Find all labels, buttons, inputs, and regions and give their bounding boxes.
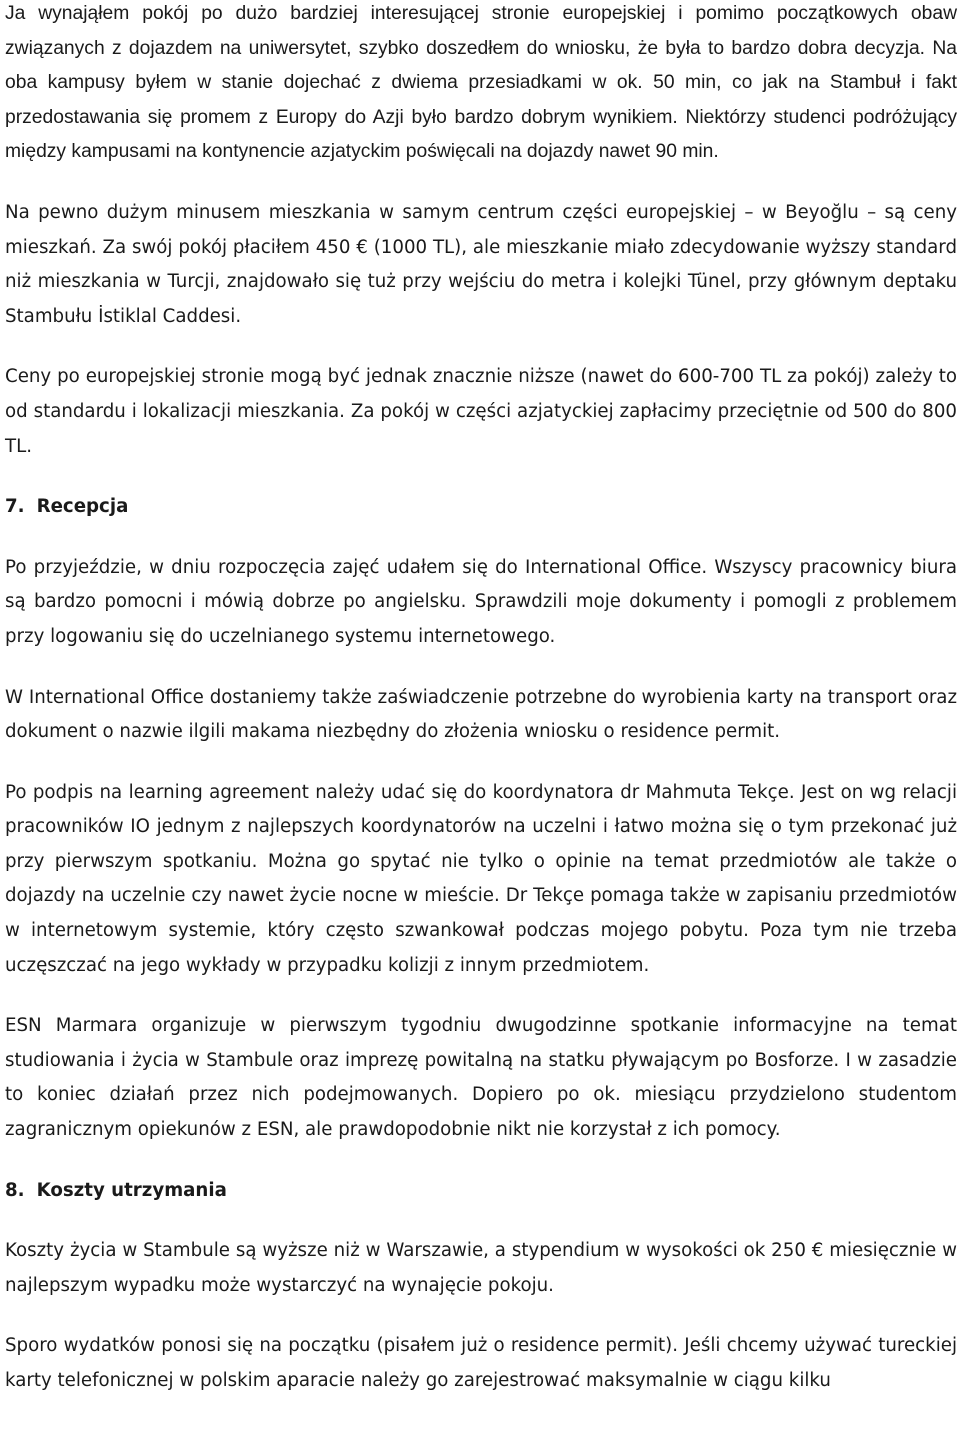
paragraph-gap: [5, 1303, 957, 1329]
paragraph-gap: [5, 464, 957, 490]
paragraph-gap: [5, 983, 957, 1009]
paragraph-international-office: Po przyjeździe, w dniu rozpoczęcia zajęć udałem się do International Office. Wszyscy pracownicy biura są bardzo pomocni i mówią dobrze po angielsku. Sprawdzili moje dokumenty i pomogli z problemem przy logowaniu się do uczelnianego systemu internetowego.: [5, 556, 957, 647]
paragraph-gap: [5, 170, 957, 196]
section-number: 8.: [5, 1179, 25, 1201]
paragraph-documents: W International Office dostaniemy także zaświadczenie potrzebne do wyrobienia karty na transport oraz dokument o nazwie ilgili makama niezbędny do złożenia wniosku o residence permit.: [5, 686, 957, 743]
paragraph-gap: [5, 525, 957, 551]
paragraph-gap: [5, 750, 957, 776]
paragraph-gap: [5, 1148, 957, 1174]
paragraph-initial-expenses: Sporo wydatków ponosi się na początku (pisałem już o residence permit). Jeśli chcemy używać tureckiej karty telefonicznej w polskim aparacie należy go zarejestrować maksymalnie w ciągu kilku: [5, 1335, 957, 1391]
paragraph-living-costs: Koszty życia w Stambule są wyższe niż w Warszawie, a stypendium w wysokości ok 250 € miesięcznie w najlepszym wypadku może wystarczyć na wynajęcie pokoju.: [5, 1240, 957, 1296]
paragraph-gap: [5, 655, 957, 681]
paragraph-accommodation-choice: Ja wynająłem pokój po dużo bardziej interesującej stronie europejskiej i pomimo początkowych obaw związanych z dojazdem na uniwersytet, szybko doszedłem do wniosku, że była to bardzo dobra decyzja. Na oba kampusy byłem w stanie dojechać z dwiema przesiadkami w ok. 50 min, co jak na Stambuł i fakt przedostawania się promem z Europy do Azji było bardzo dobrym wynikiem. Niektórzy studenci podróżujący między kampusami na kontynencie azjatyckim poświęcali na dojazdy nawet 90 min.: [5, 3, 957, 163]
paragraph-coordinator: Po podpis na learning agreement należy udać się do koordynatora dr Mahmuta Tekçe. Jest on wg relacji pracowników IO jednym z najlepszych koordynatorów na uczelni i łatwo można się o tym przekonać już przy pierwszym spotkaniu. Można go spytać nie tylko o opinie na temat przedmiotów ale także o dojazdy na uczelnie czy nawet życie nocne w mieście. Dr Tekçe pomaga także w zapisaniu przedmiotów w internetowym systemie, który często szwankował podczas mojego pobytu. Poza tym nie trzeba uczęszczać na jego wykłady w przypadku kolizji z innym przedmiotem.: [5, 781, 957, 976]
section-title: Recepcja: [36, 496, 129, 518]
paragraph-accommodation-prices: Ceny po europejskiej stronie mogą być jednak znacznie niższe (nawet do 600-700 TL za pokój) zależy to od standardu i lokalizacji mieszkania. Za pokój w części azjatyckiej zapłacimy przeciętnie od 500 do 800 TL.: [5, 366, 957, 457]
section-number: 7.: [5, 496, 25, 518]
paragraph-esn: ESN Marmara organizuje w pierwszym tygodniu dwugodzinne spotkanie informacyjne na temat studiowania i życia w Stambule oraz imprezę powitalną na statku pływającym po Bosforze. I w zasadzie to koniec działań przez nich podejmowanych. Dopiero po ok. miesiącu przydzielono studentom zagranicznym opiekunów z ESN, ale prawdopodobnie nikt nie korzystał z ich pomocy.: [5, 1015, 957, 1141]
paragraph-gap: [5, 1208, 957, 1234]
paragraph-accommodation-cost: Na pewno dużym minusem mieszkania w samym centrum części europejskiej – w Beyoğlu – są ceny mieszkań. Za swój pokój płaciłem 450 € (1000 TL), ale mieszkanie miało zdecydowanie wyższy standard niż mieszkania w Turcji, znajdowało się tuż przy wejściu do metra i kolejki Tünel, przy głównym deptaku Stambułu İstiklal Caddesi.: [5, 201, 957, 327]
section-title: Koszty utrzymania: [36, 1179, 227, 1201]
document-page: [5, 0, 957, 1399]
paragraph-gap: [5, 334, 957, 360]
section-heading-reception: [5, 490, 957, 525]
section-heading-living-costs: [5, 1174, 957, 1209]
